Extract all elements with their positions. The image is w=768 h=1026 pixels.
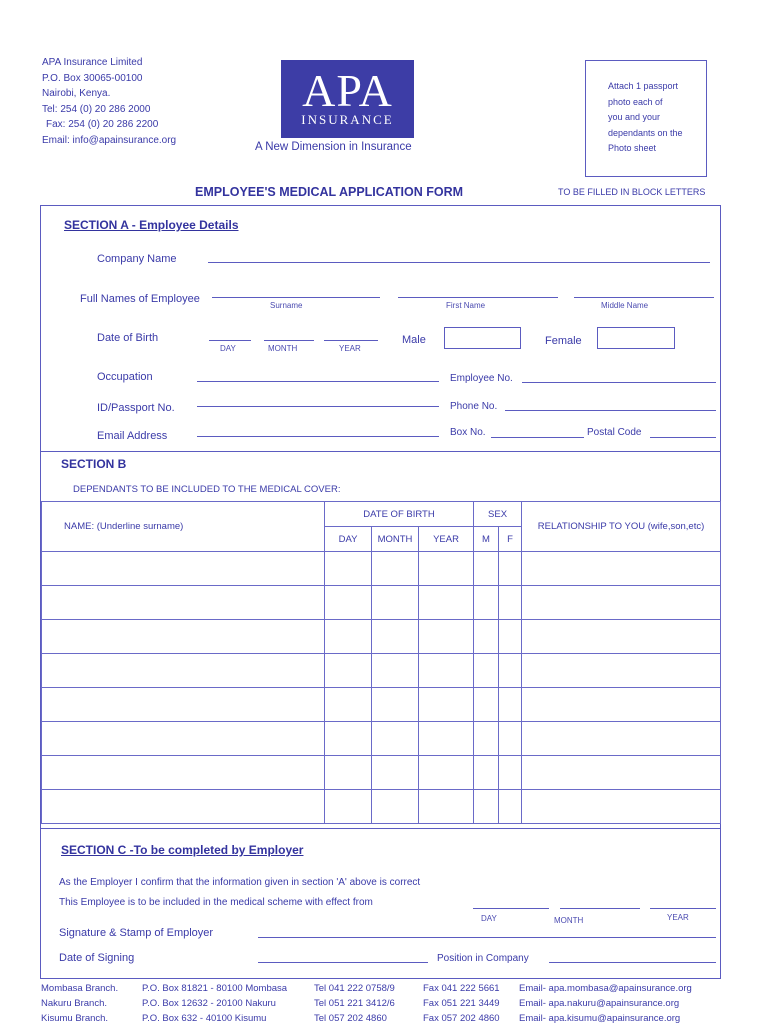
dependant-m-cell[interactable] [474,586,499,620]
employee-no-label: Employee No. [450,373,513,384]
dependant-year-cell[interactable] [419,654,474,688]
dependant-name-cell[interactable] [42,654,325,688]
block-letters-note: TO BE FILLED IN BLOCK LETTERS [558,187,706,197]
dependant-relationship-cell[interactable] [522,586,721,620]
col-dob-header: DATE OF BIRTH [325,502,474,527]
col-day-header: DAY [325,527,372,552]
dependant-name-cell[interactable] [42,790,325,824]
email-address-label: Email Address [97,430,168,442]
address-line: P.O. Box 30065-00100 [42,72,143,84]
dependant-month-cell[interactable] [372,790,419,824]
apa-logo [281,60,414,138]
effect-day-field[interactable] [473,908,549,909]
branch-faxes [423,981,500,1026]
address-line: Nairobi, Kenya. [42,88,111,99]
dependant-month-cell[interactable] [372,586,419,620]
address-line: Email: info@apainsurance.org [42,134,177,146]
branch-tels [314,981,395,1026]
dependant-relationship-cell[interactable] [522,620,721,654]
dependant-name-cell[interactable] [42,586,325,620]
table-row [42,722,721,756]
female-label: Female [545,335,582,347]
dependant-year-cell[interactable] [419,552,474,586]
dependant-f-cell[interactable] [499,586,522,620]
dependant-day-cell[interactable] [325,688,372,722]
branch-boxes [142,981,287,1026]
dependant-year-cell[interactable] [419,586,474,620]
dob-day-caption: DAY [220,344,236,353]
dependant-year-cell[interactable] [419,756,474,790]
dependant-relationship-cell[interactable] [522,722,721,756]
photo-note-line: Attach 1 passport [608,81,679,91]
tagline: A New Dimension in Insurance [255,141,412,153]
dependant-day-cell[interactable] [325,654,372,688]
employer-confirm-text: As the Employer I confirm that the information given in section 'A' above is correct [59,877,421,888]
dob-label: Date of Birth [97,332,159,344]
branch-name: Nakuru Branch. [41,998,108,1009]
address-line: APA Insurance Limited [42,57,143,68]
dependant-year-cell[interactable] [419,620,474,654]
dependant-m-cell[interactable] [474,654,499,688]
dependant-f-cell[interactable] [499,654,522,688]
id-passport-label: ID/Passport No. [97,402,175,414]
dependant-month-cell[interactable] [372,654,419,688]
photo-note-line: Photo sheet [608,143,657,153]
section-a-heading: SECTION A - Employee Details [64,218,239,232]
col-year-header: YEAR [419,527,474,552]
branch-tel: Tel 041 222 0758/9 [314,983,395,994]
branch-email[interactable]: Email- apa.nakuru@apainsurance.org [519,998,680,1009]
male-checkbox[interactable] [444,327,521,349]
dependant-m-cell[interactable] [474,790,499,824]
effect-from-text: This Employee is to be included in the medical scheme with effect from [59,897,373,908]
effect-month-field[interactable] [560,908,640,909]
dependant-day-cell[interactable] [325,552,372,586]
box-no-field[interactable] [491,437,584,438]
dependant-name-cell[interactable] [42,756,325,790]
occupation-field[interactable] [197,381,439,382]
effect-month-caption: MONTH [554,916,584,925]
photo-note-line: dependants on the [608,127,683,138]
position-field[interactable] [549,962,716,963]
dependant-f-cell[interactable] [499,790,522,824]
dependant-relationship-cell[interactable] [522,552,721,586]
date-signing-label: Date of Signing [59,952,135,964]
dependant-m-cell[interactable] [474,620,499,654]
dependant-relationship-cell[interactable] [522,688,721,722]
photo-note-line: photo each of [608,96,663,107]
middle-name-caption: Middle Name [601,301,649,310]
dependant-name-cell[interactable] [42,688,325,722]
dependant-m-cell[interactable] [474,688,499,722]
dependant-f-cell[interactable] [499,552,522,586]
logo-sub: INSURANCE [301,112,394,127]
dependant-relationship-cell[interactable] [522,790,721,824]
dob-year-caption: YEAR [339,344,361,353]
branch-box: P.O. Box 632 - 40100 Kisumu [142,1013,267,1024]
dependant-day-cell[interactable] [325,722,372,756]
email-address-field[interactable] [197,436,439,437]
phone-no-label: Phone No. [450,401,498,412]
dependants-table [41,501,721,824]
col-name-header: NAME: (Underline surname) [42,502,325,552]
col-relationship-header: RELATIONSHIP TO YOU (wife,son,etc) [522,502,721,552]
table-row [42,688,721,722]
address-line: Fax: 254 (0) 20 286 2200 [46,119,159,130]
branch-email[interactable]: Email- apa.kisumu@apainsurance.org [519,1013,681,1024]
dependant-month-cell[interactable] [372,552,419,586]
company-address [42,55,176,148]
branch-box: P.O. Box 12632 - 20100 Nakuru [142,998,276,1009]
section-c-heading: SECTION C -To be completed by Employer [61,843,304,857]
dependant-month-cell[interactable] [372,688,419,722]
dob-month-caption: MONTH [268,344,298,353]
dependant-f-cell[interactable] [499,688,522,722]
dependant-month-cell[interactable] [372,722,419,756]
photo-note-line: you and your [608,112,661,122]
id-passport-field[interactable] [197,406,439,407]
logo-main: APA [302,65,393,116]
dependant-name-cell[interactable] [42,552,325,586]
dependant-year-cell[interactable] [419,688,474,722]
first-name-caption: First Name [446,301,486,310]
branch-box: P.O. Box 81821 - 80100 Mombasa [142,983,288,994]
dependant-f-cell[interactable] [499,620,522,654]
branch-emails [519,981,692,1026]
branch-tel: Tel 051 221 3412/6 [314,998,395,1009]
section-divider [41,451,720,452]
middle-name-field[interactable] [574,297,714,298]
dependant-year-cell[interactable] [419,790,474,824]
dependants-note: DEPENDANTS TO BE INCLUDED TO THE MEDICAL COVER: [73,484,341,495]
table-row [42,790,721,824]
col-m-header: M [474,527,499,552]
address-line: Tel: 254 (0) 20 286 2000 [42,103,151,115]
section-divider [41,828,720,829]
branch-fax: Fax 057 202 4860 [423,1013,500,1024]
passport-photo-box [585,60,707,177]
col-sex-header: SEX [474,502,522,527]
dob-day-field[interactable] [209,340,251,341]
table-row [42,586,721,620]
dependant-relationship-cell[interactable] [522,654,721,688]
full-names-label: Full Names of Employee [80,293,200,305]
effect-day-caption: DAY [481,914,497,923]
company-name-label: Company Name [97,253,177,265]
signature-label: Signature & Stamp of Employer [59,927,214,939]
dependant-day-cell[interactable] [325,756,372,790]
dob-year-field[interactable] [324,340,378,341]
male-label: Male [402,334,426,346]
dependant-day-cell[interactable] [325,586,372,620]
dependant-year-cell[interactable] [419,722,474,756]
dependant-m-cell[interactable] [474,756,499,790]
table-row [42,552,721,586]
dependant-f-cell[interactable] [499,722,522,756]
branch-name: Kisumu Branch. [41,1013,109,1024]
effect-year-caption: YEAR [667,913,689,922]
branch-tel: Tel 057 202 4860 [314,1013,387,1024]
dependant-month-cell[interactable] [372,756,419,790]
dependant-name-cell[interactable] [42,620,325,654]
signature-field[interactable] [258,937,716,938]
dependant-day-cell[interactable] [325,790,372,824]
section-b-heading: SECTION B [61,457,127,471]
dependant-m-cell[interactable] [474,722,499,756]
branch-fax: Fax 051 221 3449 [423,998,500,1009]
branch-name: Mombasa Branch. [41,983,119,994]
postal-code-field[interactable] [650,437,716,438]
dependant-month-cell[interactable] [372,620,419,654]
company-name-field[interactable] [208,262,710,263]
table-row [42,756,721,790]
employee-no-field[interactable] [522,382,716,383]
col-month-header: MONTH [372,527,419,552]
branch-names [41,981,118,1026]
table-row [42,654,721,688]
col-f-header: F [499,527,522,552]
branch-fax: Fax 041 222 5661 [423,983,500,994]
effect-year-field[interactable] [650,908,716,909]
dependant-relationship-cell[interactable] [522,756,721,790]
female-checkbox[interactable] [597,327,675,349]
box-no-label: Box No. [450,427,486,438]
occupation-label: Occupation [97,371,153,383]
table-row [42,620,721,654]
dependant-name-cell[interactable] [42,722,325,756]
surname-field[interactable] [212,297,380,298]
surname-caption: Surname [270,301,303,310]
phone-no-field[interactable] [505,410,716,411]
dependant-day-cell[interactable] [325,620,372,654]
date-signing-field[interactable] [258,962,428,963]
form-title: EMPLOYEE'S MEDICAL APPLICATION FORM [195,185,464,199]
dependant-m-cell[interactable] [474,552,499,586]
position-label: Position in Company [437,953,529,964]
dependant-f-cell[interactable] [499,756,522,790]
postal-code-label: Postal Code [587,427,642,438]
dob-month-field[interactable] [264,340,314,341]
first-name-field[interactable] [398,297,558,298]
branch-email[interactable]: Email- apa.mombasa@apainsurance.org [519,983,692,994]
